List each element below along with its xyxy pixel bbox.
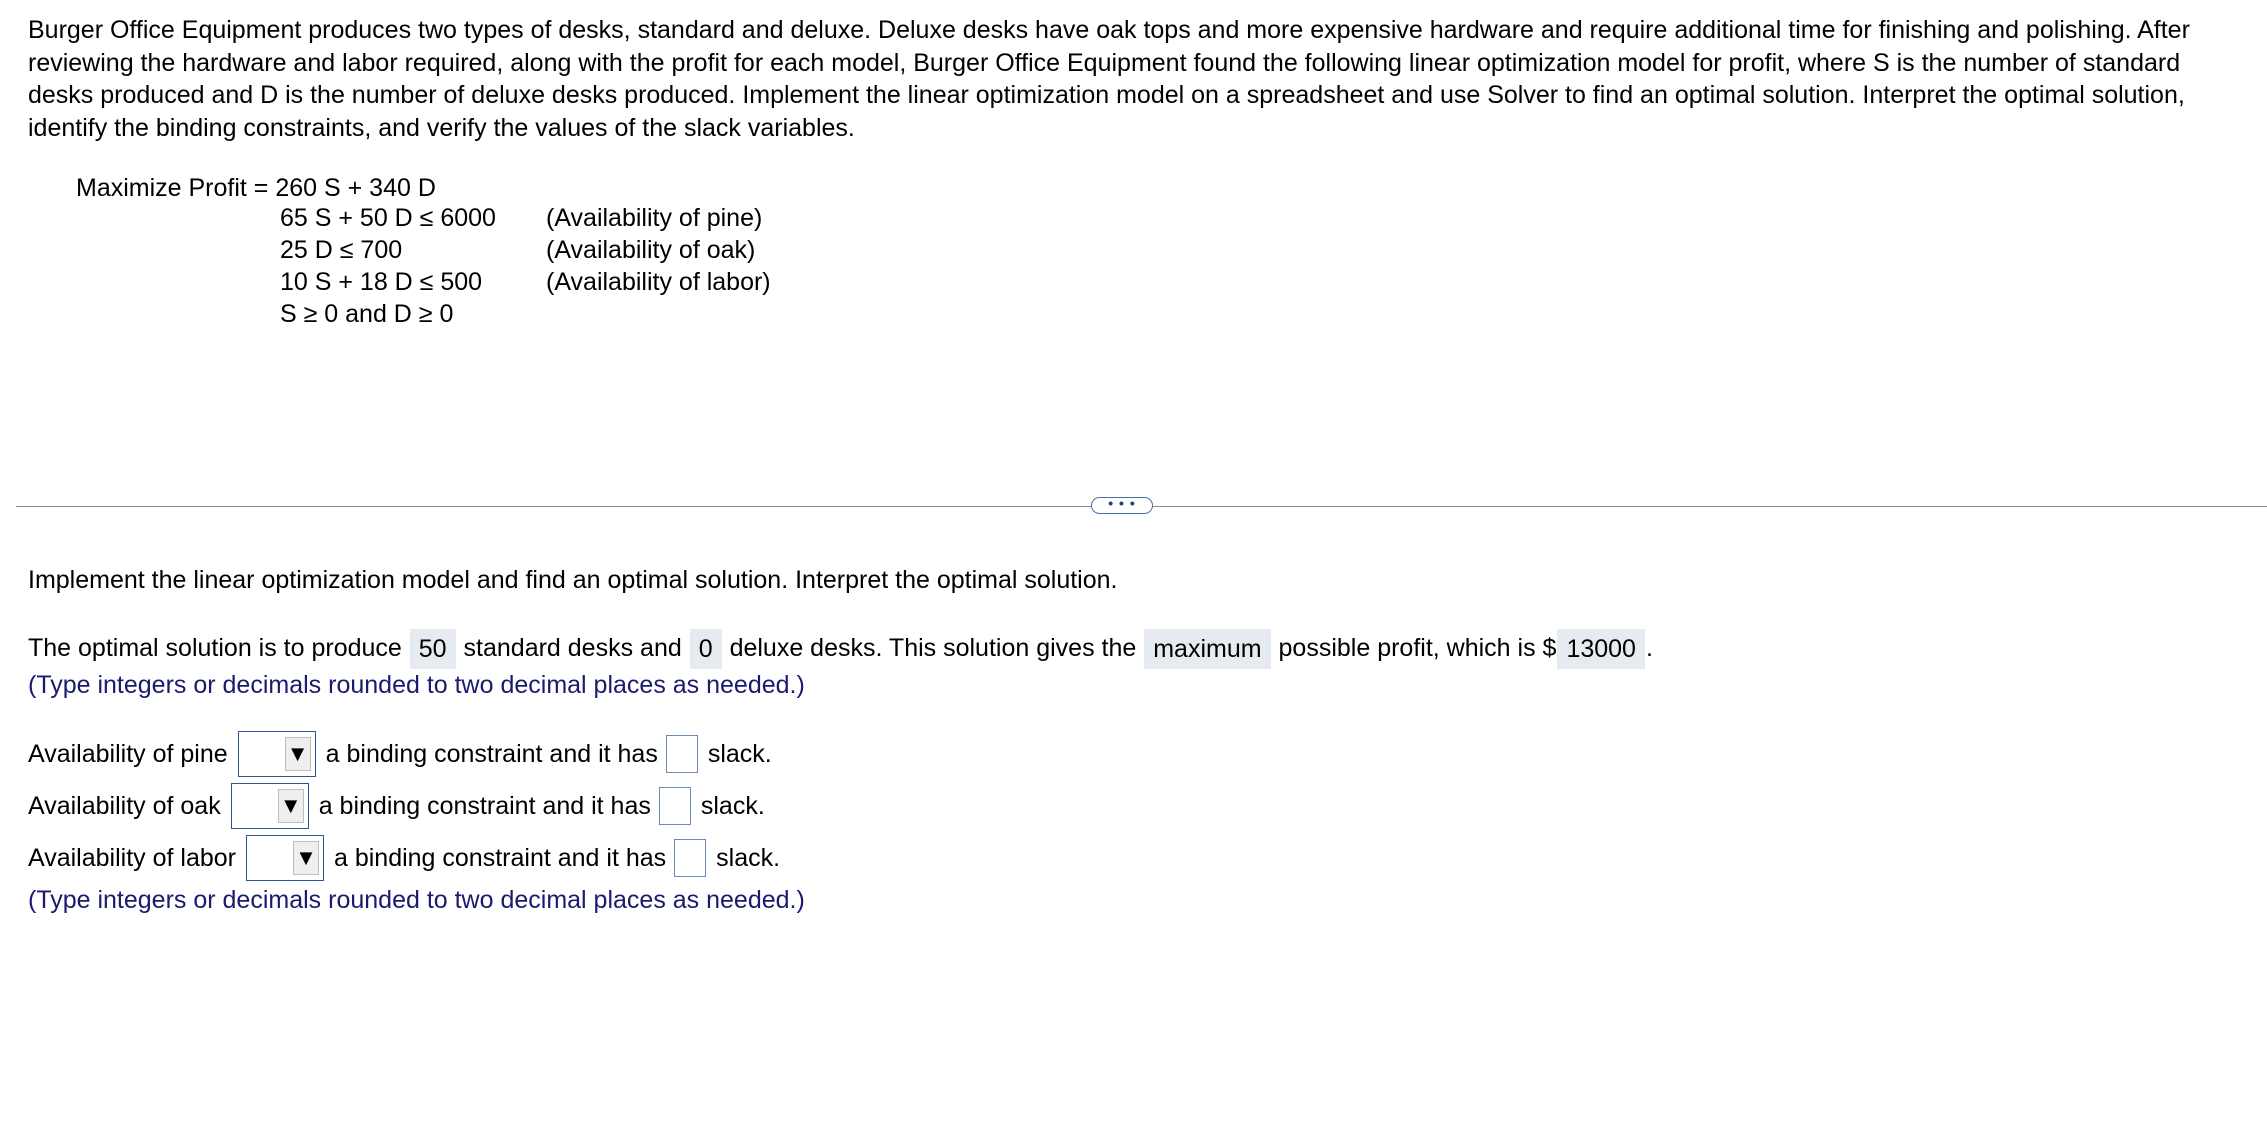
sentence-text: The optimal solution is to produce — [28, 634, 402, 662]
constraint-expr: 65 S + 50 D ≤ 6000 — [280, 204, 496, 232]
binding-text: a binding constraint and it has — [318, 791, 651, 820]
constraint-note: (Availability of pine) — [546, 204, 763, 232]
slack-input-labor[interactable] — [674, 839, 706, 877]
triangle-down-icon[interactable]: ▼ — [278, 789, 304, 823]
sentence-text: possible profit, which is $ — [1278, 634, 1557, 662]
sentence-text: . — [1645, 634, 1653, 662]
binding-row-labor — [28, 835, 780, 881]
deluxe-desks-answer[interactable]: 0 — [690, 629, 722, 669]
sentence-text: standard desks and — [463, 634, 682, 662]
sentence-text: deluxe desks. This solution gives the — [729, 634, 1137, 662]
binding-row-pine — [28, 731, 772, 777]
constraint-note: (Availability of oak) — [546, 236, 756, 264]
rounding-hint: (Type integers or decimals rounded to two decimal places as needed.) — [28, 671, 805, 699]
standard-desks-answer[interactable]: 50 — [410, 629, 456, 669]
extreme-type-answer[interactable]: maximum — [1144, 629, 1270, 669]
answer-sentence — [28, 628, 1653, 669]
objective-function: Maximize Profit = 260 S + 340 D — [76, 174, 436, 202]
slack-text: slack. — [700, 791, 765, 820]
constraint-expr: S ≥ 0 and D ≥ 0 — [280, 300, 454, 328]
constraint-label: Availability of pine — [28, 739, 228, 768]
constraint-label: Availability of oak — [28, 791, 221, 820]
binding-dropdown-oak[interactable] — [231, 783, 309, 829]
binding-row-oak — [28, 783, 765, 829]
binding-text: a binding constraint and it has — [325, 739, 658, 768]
slack-input-oak[interactable] — [659, 787, 691, 825]
binding-dropdown-pine[interactable] — [238, 731, 316, 777]
constraint-note: (Availability of labor) — [546, 268, 771, 296]
slack-text: slack. — [716, 843, 781, 872]
constraint-expr: 25 D ≤ 700 — [280, 236, 403, 264]
problem-statement: Burger Office Equipment produces two types of desks, standard and deluxe. Deluxe desks have oak tops and more expensive hardware and require additional time for finishing and polishing. After reviewing the hardware and labor required, along with the profit for each model, Burger Office Equipment found the following linear optimization model for profit, where S is the number of standard desks produced and D is the number of deluxe desks produced. Implement the linear optimization model on a spreadsheet and use Solver to find an optimal solution. Interpret the optimal solution, identify the binding constraints, and verify the values of the slack variables. — [28, 16, 2190, 142]
triangle-down-icon[interactable]: ▼ — [293, 841, 319, 875]
binding-dropdown-labor[interactable] — [246, 835, 324, 881]
slack-input-pine[interactable] — [666, 735, 698, 773]
binding-text: a binding constraint and it has — [333, 843, 667, 872]
question-title: Implement the linear optimization model and find an optimal solution. Interpret the optimal solution. — [28, 566, 1118, 594]
rounding-hint: (Type integers or decimals rounded to two decimal places as needed.) — [28, 886, 805, 914]
triangle-down-icon[interactable]: ▼ — [285, 737, 311, 771]
constraint-label: Availability of labor — [28, 843, 236, 872]
lp-model — [76, 172, 436, 204]
profit-answer[interactable]: 13000 — [1557, 629, 1645, 669]
slack-text: slack. — [707, 739, 772, 768]
constraint-expr: 10 S + 18 D ≤ 500 — [280, 268, 483, 296]
expand-more-button[interactable]: • • • — [1091, 497, 1153, 514]
